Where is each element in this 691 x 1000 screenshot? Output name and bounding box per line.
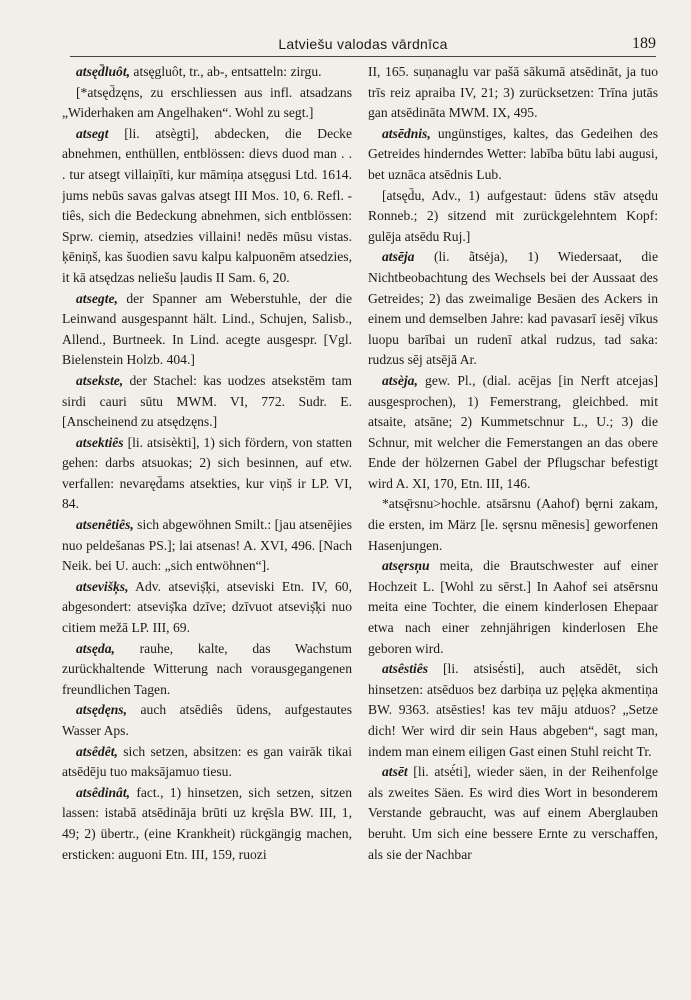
entry-definition: sich abgewöhnen Smilt.: [jau atsenējies nuo peldešanas PS.]; lai atsenas! A. XVI, 496. [Nach Neik. bei U. auch: „sich entwöhnen“]. [62,517,352,574]
dictionary-entry [368,124,658,186]
entry-headword: atsęda, [76,640,115,656]
two-column-body [62,62,658,992]
entry-headword: atsęd̄luôt, [76,64,131,79]
entry-definition: der Spanner am Weberstuhle, der die Leinwand ausgespannt hält. Lind., Schujen, Salisb., Allend., Burtneek. In Lind. acegte ausgespr. [Vgl. Bielenstein Holzb. 404.] [62,290,352,368]
entry-definition: [li. atsisèkti], 1) sich fördern, von statten gehen: darbs atsuokas; 2) sich besinnen, auf etw. verfallen: nevaręd̄ams atsekties, kur viņš ir LP. VI, 84. [62,434,352,512]
entry-headword: atsēdnis, [382,125,431,141]
entry-headword: atsēt [382,764,408,780]
dictionary-entry [62,124,352,289]
left-column [62,62,352,992]
dictionary-entry [62,700,352,741]
dictionary-entry [62,515,352,577]
dictionary-entry [62,83,352,124]
entry-headword: atsēja [382,249,415,265]
entry-headword: atsektiês [76,434,124,450]
entry-definition: gew. Pl., (dial. acējas [in Nerft atcejas] ausgesprochen), 1) Femerstrang, gleichbed. mit atsaite, atsāne; 2) Kummetschnur L., U.; 3) die Schnur, mit welcher die Femerstangen an das obere Ende der hölzernen Gabel der Pflugschar befestigt wird A. XI, 170, Etn. III, 146. [368,372,658,491]
dictionary-entry [368,494,658,556]
page-header [70,36,656,57]
dictionary-entry [62,289,352,371]
dictionary-entry [368,762,658,865]
dictionary-entry [62,433,352,515]
dictionary-entry [62,577,352,639]
dictionary-entry [62,371,352,433]
running-title: Latviešu valodas vārdnīca [278,36,448,52]
entry-headword: atsêdinât, [76,784,131,800]
dictionary-entry [368,186,658,248]
entry-headword: atsekste, [76,372,124,388]
entry-headword: atsêdêt, [76,743,118,759]
dictionary-entry [368,62,658,124]
dictionary-entry [62,783,352,865]
entry-definition: [li. atsisė́sti], auch atsēdēt, sich hinsetzen: atsēduos bez darbiņa uz pęļęka akmentiņa BW. 9363. atsēsties! kas tev māju atduos? „Setze dich! Wer wird dir sein Haus abgeben“, sagt man, indem man einem eiligen Gast einen Stuhl reicht Tr. [368,661,658,759]
entry-headword: atsenêtiês, [76,517,134,533]
page-number: 189 [632,35,656,52]
entry-headword: atsegte, [76,290,118,306]
entry-definition: meita, die Brautschwester auf einer Hochzeit L. [Wohl zu sērst.] In Aahof sei atsērsnu meita eine Tochter, die einem kinderlosen Ehepaar etwa nach einer zehnjährigen kinderlosen Ehe geboren wird. [368,558,658,656]
entry-headword: atsęrsņu [382,558,430,574]
dictionary-entry [62,62,352,83]
entry-definition: fact., 1) hinsetzen, sich setzen, sitzen lassen: istabā atsēdināja brūti uz krę̄sla BW. III, 1, 49; 2) übertr., (eine Krankheit) rückgängig machen, ersticken: auguoni Etn. III, 159, ruozi [62,784,352,862]
entry-headword: atsevišķs, [76,578,129,594]
dictionary-entry [368,247,658,371]
entry-headword: atsędęns, [76,702,127,718]
entry-definition: der Stachel: kas uodzes atsekstēm tam sirdi cauri sūtu MWM. VI, 772. Sudr. E. [Anscheinend zu atsędzęns.] [62,372,352,430]
entry-headword: atsêstiês [382,661,429,677]
entry-headword: atsegt [76,125,109,141]
entry-definition: atsęgluôt, tr., ab-, entsatteln: zirgu. [130,64,322,79]
entry-definition: [atsęd̄u, Adv., 1) aufgestaut: ūdens stāv atsędu Ronneb.; 2) sitzend mit zurückgelehntem Kopf: gulēja atsēdu Ruj.] [368,187,658,244]
entry-definition: auch atsēdiês ūdens, aufgestautes Wasser Aps. [62,702,352,738]
entry-definition: (li. ãtsėja), 1) Wiedersaat, die Nichtbeobachtung des Wechsels bei der Aussaat des Getreides; 2) das zweimalige Besäen des Ackers in einem und demselben Jahre: kad pavasarī iesēj vīkus luopu barībai un rudenī atkal rudzus, tad saka: rudzus sēj atsējā Ar. [368,249,658,368]
right-column [368,62,658,992]
dictionary-entry [368,556,658,659]
entry-definition: sich setzen, absitzen: es gan vairāk tikai atsēdēju tuo maksājamuo tiesu. [62,743,352,780]
entry-definition: ungünstiges, kaltes, das Gedeihen des Getreides hinderndes Wetter: labība būtu labi augusi, bet uznāca atsēdnis Lub. [368,125,658,182]
entry-definition: *atsę̄rsnu>hochle. atsārsnu (Aahof) bęrni zakam, die ersten, im März [le. sęrsnu mēnesis] geworfenen Hasenjungen. [368,496,658,553]
dictionary-entry [368,659,658,762]
entry-headword: atsèja, [382,372,418,388]
entry-definition: [li. atsė́ti], wieder säen, in der Reihenfolge als zweites Säen. Es wird dies Wort in besonderem Verstande gebraucht, was auf einem Aberglauben beruht. Um sich eine bessere Ernte zu verschaffen, als sie der Nachbar [368,764,658,862]
entry-definition: [li. atsègti], abdecken, die Decke abnehmen, enthüllen, entblössen: dievs duod man . . . tur atsegt villaiņīti, kur māmiņa atsęgusi Ltd. 1614. jums nebūs savas galvas atsegt III Mos. 10, 6. Refl. -tiês, sich die Bedeckung abnehmen, sich entblössen: Sprw. ciemiņ, atsedzies villaini! nedēs mūsu vistas. ķēniņš, kas šuodien savu kalpu kalpuonēm atsedzies, it kā atsędzas neliešu ļaudis II Sam. 6, 20. [62,125,352,285]
dictionary-entry [62,639,352,701]
entry-definition: Adv. atseviș̌ķi, atseviski Etn. IV, 60, abgesondert: atseviș̌ka dzīve; dzīvuot atseviș̌ķi nuo citiem mežā LP. III, 69. [62,578,352,636]
entry-definition: II, 165. suņanaglu var pašā sākumā atsēdināt, ja tuo trīs reiz apraiba IV, 21; 3) zurücksetzen: Trīna jutās gan atsēdināta MWM. IX, 495. [368,64,658,121]
entry-definition: rauhe, kalte, das Wachstum zurückhaltende Witterung nach vorausgegangenen freundlichen Tagen. [62,640,352,697]
entry-definition: [*atsęd̄zęns, zu erschliessen aus infl. atsadzans „Widerhaken am Angelhaken“. Wohl zu segt.] [62,84,352,121]
dictionary-entry [62,742,352,783]
dictionary-entry [368,371,658,495]
